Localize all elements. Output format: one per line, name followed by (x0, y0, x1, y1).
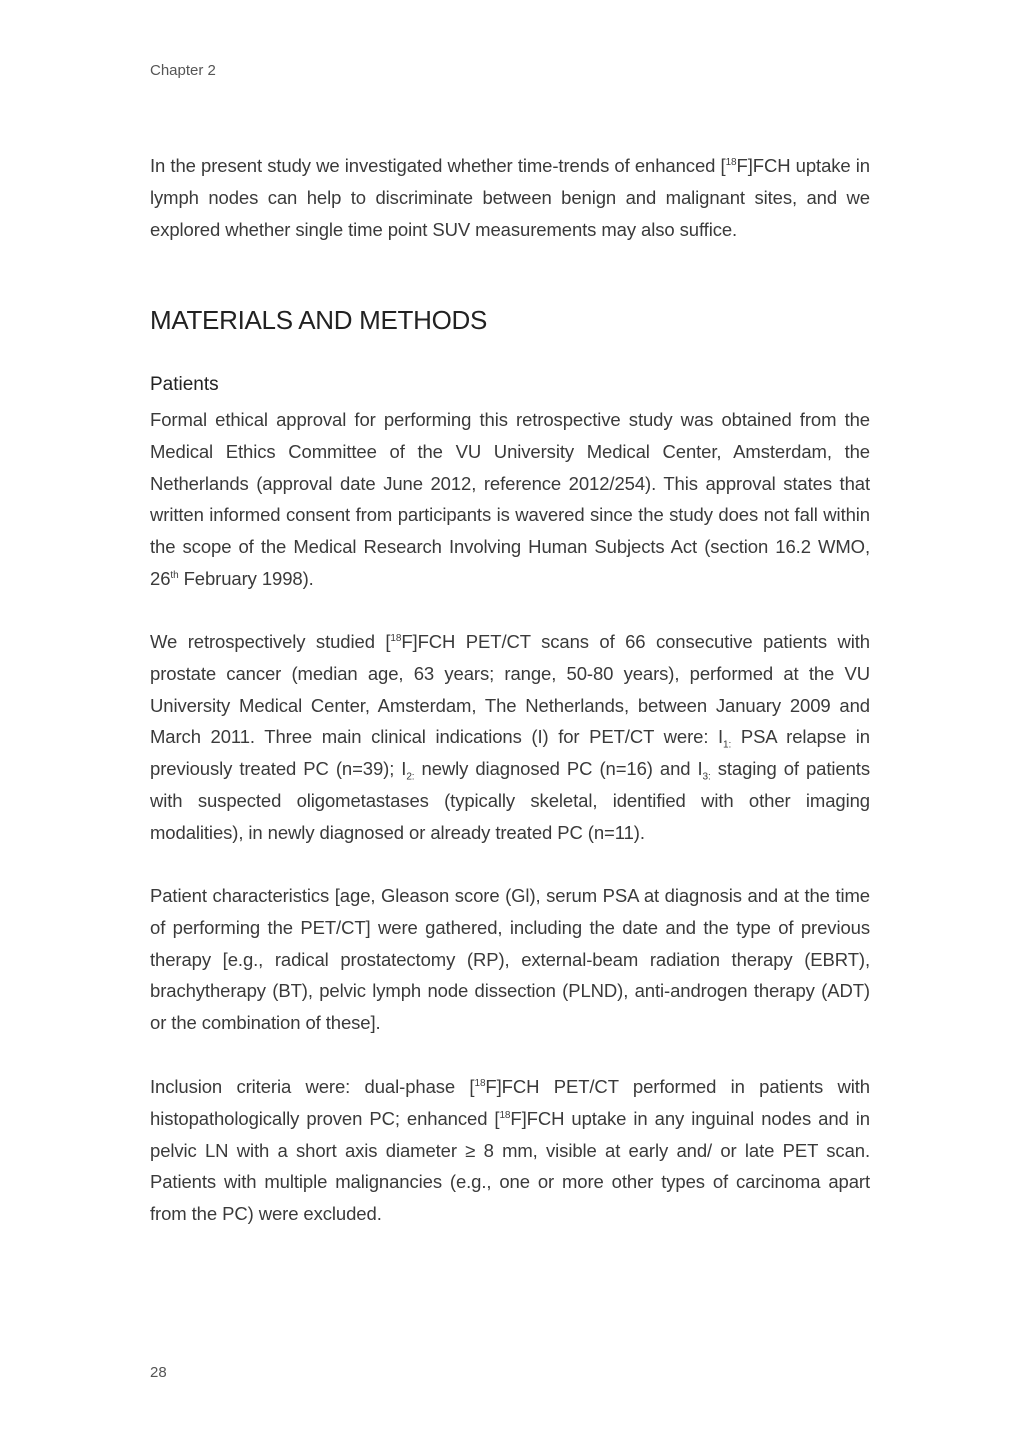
text-run: staging of patients with suspected oligometastases (typically skeletal, identified with other imaging modalities), in newly diagnosed or already treated PC (n=11). (150, 758, 870, 843)
text-run: February 1998). (178, 567, 314, 589)
running-head: Chapter 2 (150, 62, 216, 79)
superscript: 18 (725, 156, 737, 168)
text-run: Inclusion criteria were: dual-phase [ (150, 1076, 475, 1097)
subscript: 3: (702, 771, 711, 783)
patients-paragraph (150, 626, 870, 849)
superscript: 18 (474, 1077, 486, 1089)
page-number: 28 (150, 1364, 167, 1381)
subscript: 1: (723, 740, 732, 752)
text-run: newly diagnosed PC (n=16) and I (414, 758, 703, 780)
superscript: 18 (390, 632, 402, 644)
inclusion-paragraph (150, 1071, 870, 1230)
superscript: th (170, 569, 179, 581)
subsection-heading: Patients (150, 374, 219, 395)
text-run: PSA relapse in previously treated PC (n=39); I (150, 726, 870, 780)
document-page (150, 0, 870, 1440)
text-run: F]FCH PET/CT performed in patients with histopathologically proven PC; enhanced [ (150, 1076, 870, 1129)
characteristics-paragraph (150, 880, 870, 1039)
superscript: 18 (499, 1109, 511, 1121)
text-run: F]FCH uptake in lymph nodes can help to discriminate between benign and malignant sites, and we explored whether single time point SUV measurements may also suffice. (150, 155, 870, 240)
text-run: Patient characteristics [age, Gleason score (Gl), serum PSA at diagnosis and at the time of performing the PET/CT] were gathered, including the date and the type of previous therapy [e.g., radical prostatectomy (RP), external-beam radiation therapy (EBRT), brachytherapy (BT), pelvic lymph node dissection (PLND), anti-androgen therapy (ADT) or the combination of these]. (150, 885, 870, 1034)
text-run: Formal ethical approval for performing this retrospective study was obtained from the Medical Ethics Committee of the VU University Medical Center, Amsterdam, the Netherlands (approval date June 2012, reference 2012/254). This approval states that written informed consent from participants is wavered since the study does not fall within the scope of the Medical Research Involving Human Subjects Act (section 16.2 WMO, 26 (150, 409, 870, 589)
text-run: In the present study we investigated whether time-trends of enhanced [ (150, 155, 726, 176)
subscript: 2: (406, 771, 415, 783)
text-run: F]FCH uptake in any inguinal nodes and in pelvic LN with a short axis diameter ≥ 8 mm, visible at early and/ or late PET scan. Patients with multiple malignancies (e.g., one or more other types of carcinoma apart from the PC) were excluded. (150, 1107, 870, 1225)
text-run: We retrospectively studied [ (150, 631, 391, 652)
ethics-paragraph (150, 404, 870, 595)
section-title: MATERIALS AND METHODS (150, 305, 488, 335)
intro-paragraph (150, 150, 870, 245)
text-run: F]FCH PET/CT scans of 66 consecutive patients with prostate cancer (median age, 63 years; range, 50-80 years), performed at the VU University Medical Center, Amsterdam, The Netherlands, between January 2009 and March 2011. Three main clinical indications (I) for PET/CT were: I (150, 631, 870, 748)
